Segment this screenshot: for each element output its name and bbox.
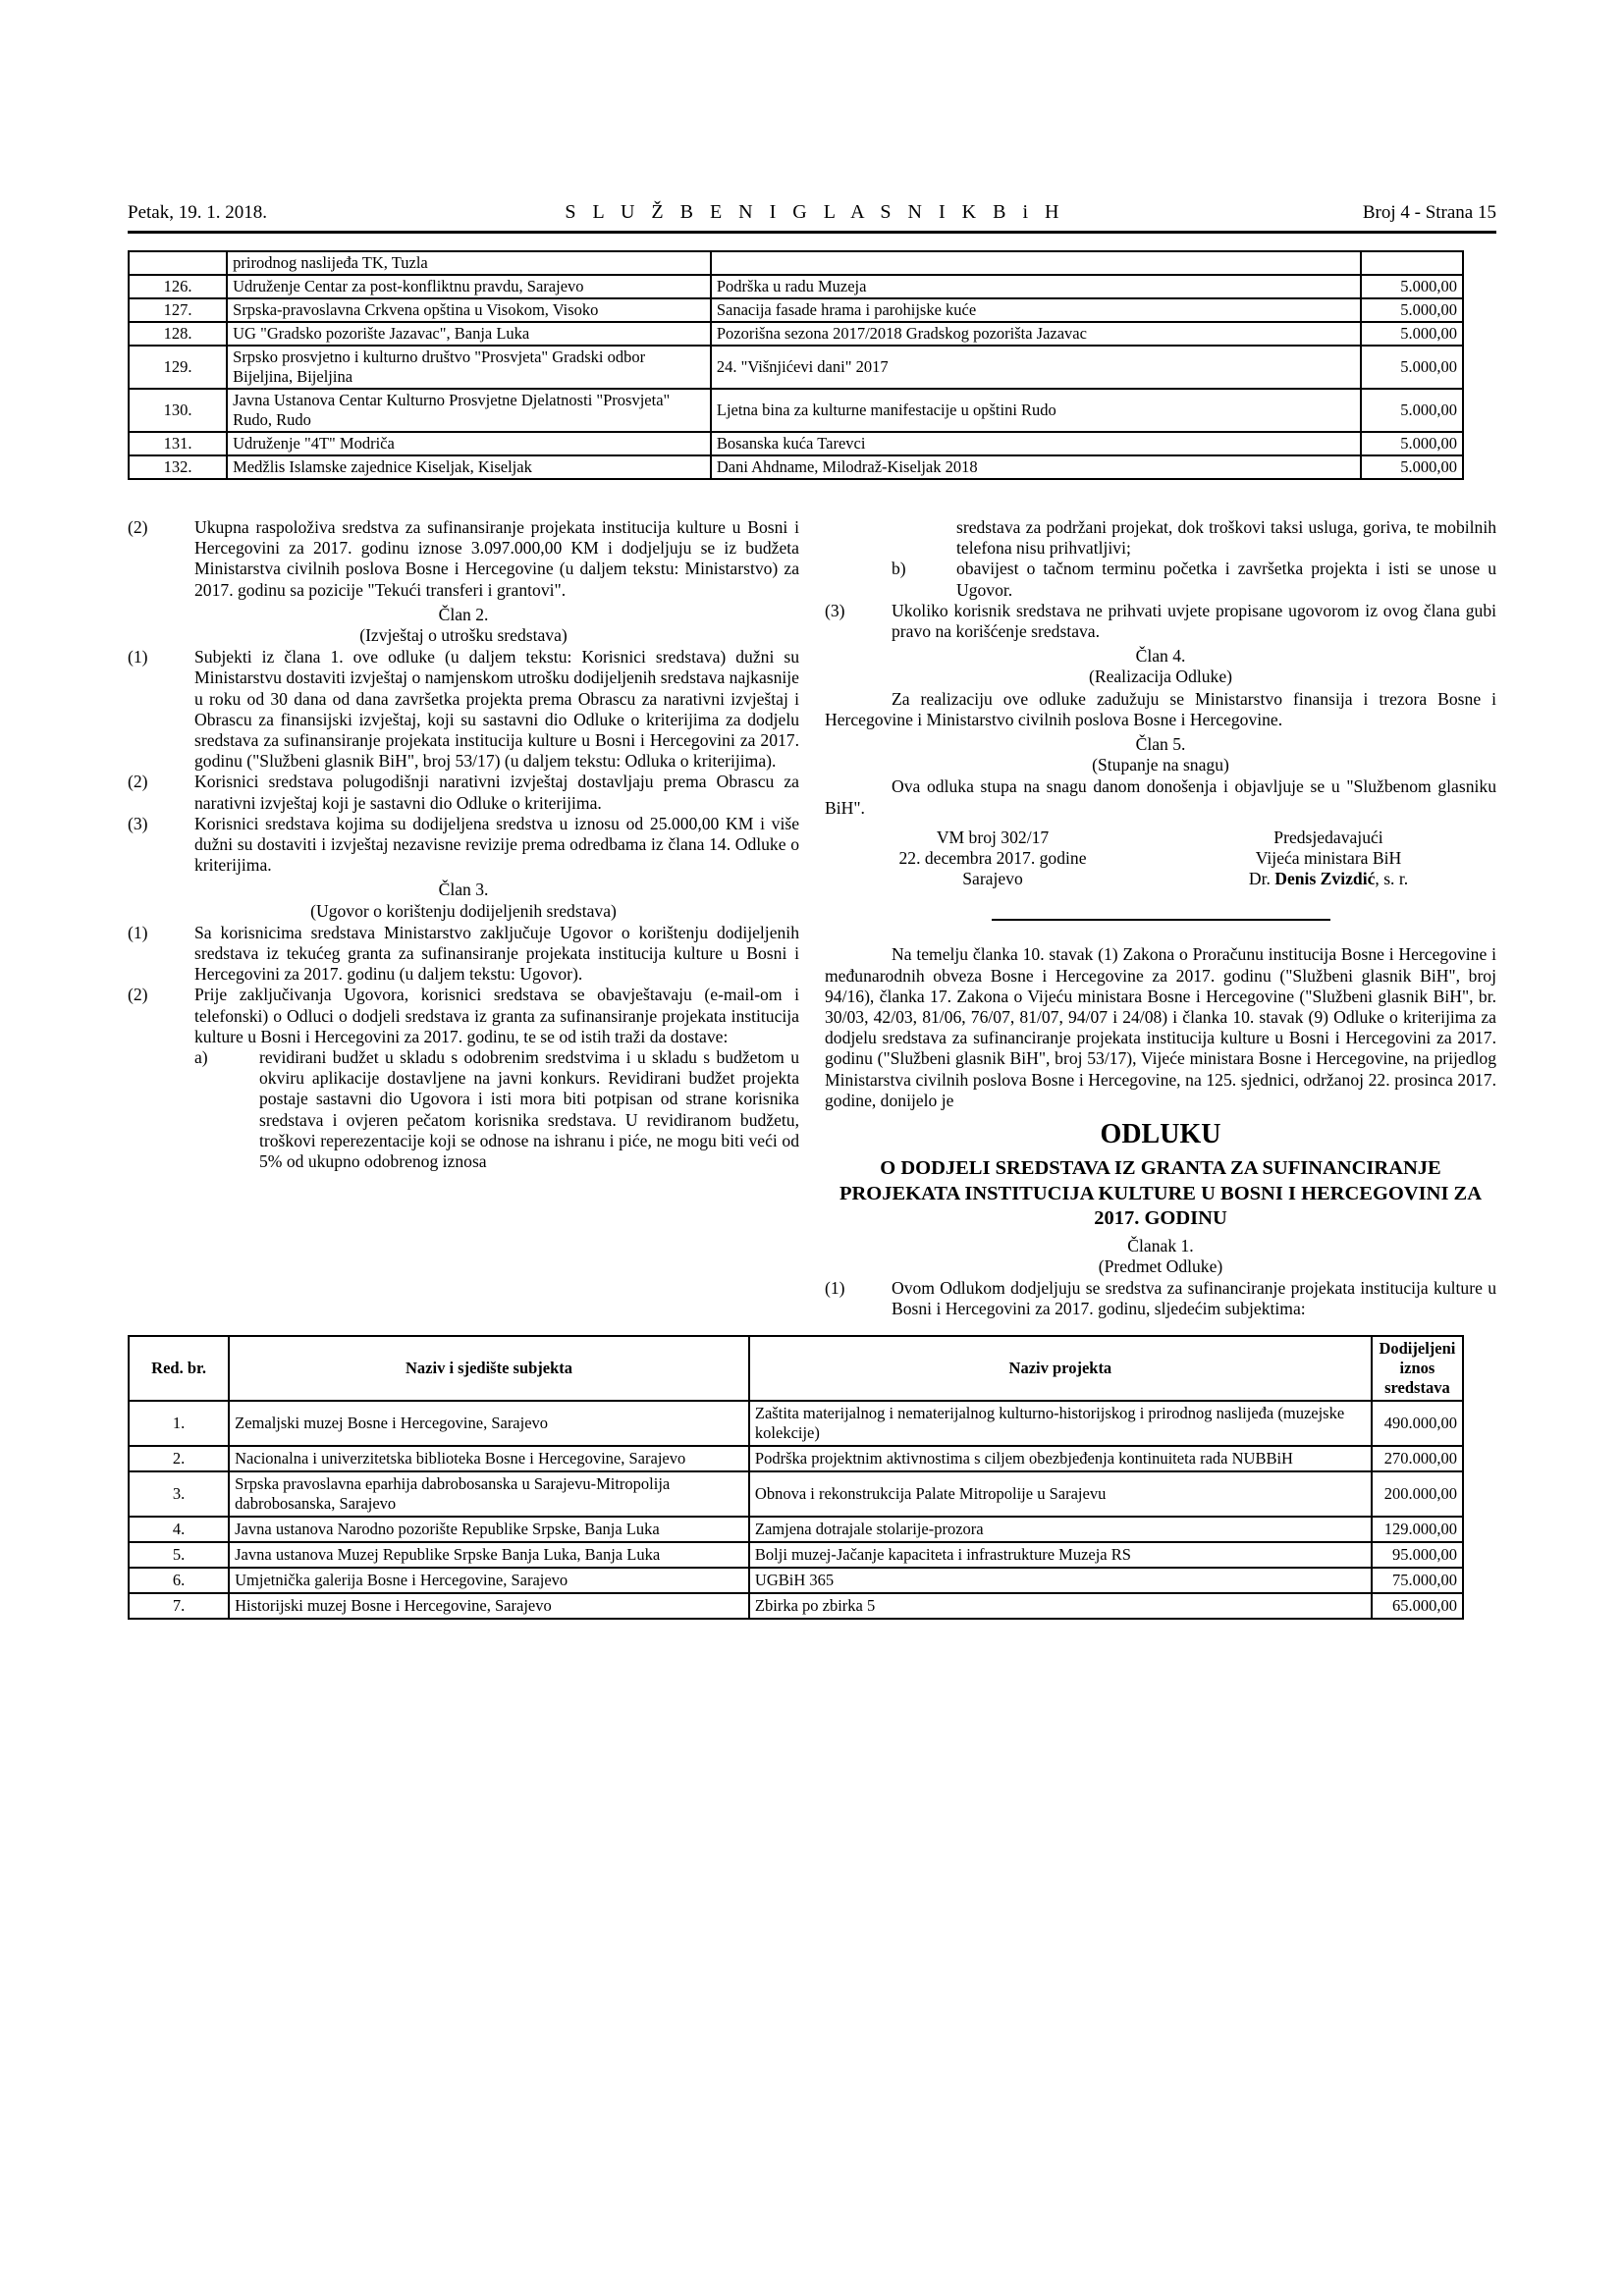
list-item-continuation: sredstava za podržani projekat, dok troškovi taksi usluga, goriva, te mobilnih telefona nisu prihvatljivi; [956,517,1496,559]
subject-name: prirodnog naslijeđa TK, Tuzla [227,251,711,275]
subject-name: Srpska-pravoslavna Crkvena opština u Visokom, Visoko [227,298,711,322]
amount: 5.000,00 [1361,322,1463,346]
list-item-label: b) [892,559,906,579]
table-row [129,455,1463,479]
table-header-row [129,1336,1463,1401]
header-date: Petak, 19. 1. 2018. [128,202,267,223]
paragraph [825,1278,1496,1319]
subject-name: Umjetnička galerija Bosne i Hercegovine, Sarajevo [229,1568,749,1593]
paragraph [128,814,799,877]
subject-name: Javna Ustanova Centar Kulturno Prosvjetne Djelatnosti "Prosvjeta" Rudo, Rudo [227,389,711,432]
column-header-amount: Dodijeljeni iznos sredstava [1372,1336,1463,1401]
subject-name: Medžlis Islamske zajednice Kiseljak, Kiseljak [227,455,711,479]
paragraph-label: (1) [128,922,148,942]
paragraph-label: (3) [825,600,845,620]
signature-left [825,828,1161,890]
project-name: Podrška u radu Muzeja [711,275,1361,298]
project-name: UGBiH 365 [749,1568,1372,1593]
paragraph-label: (2) [128,772,148,792]
paragraph [128,517,799,601]
article-heading: Član 2. [438,604,489,624]
amount: 129.000,00 [1372,1517,1463,1542]
paragraph-label: (3) [128,813,148,833]
row-number: 2. [129,1446,229,1471]
signature-right [1161,828,1496,890]
decision-number: VM broj 302/17 [936,827,1050,847]
table-row [129,1401,1463,1446]
column-header-project: Naziv projekta [749,1336,1372,1401]
row-number: 1. [129,1401,229,1446]
article-heading: Članak 1. [1127,1235,1194,1255]
project-name: Podrška projektnim aktivnostima s ciljem obezbjeđenja kontinuiteta rada NUBBiH [749,1446,1372,1471]
table-row [129,322,1463,346]
amount: 490.000,00 [1372,1401,1463,1446]
row-number: 130. [129,389,227,432]
amount: 95.000,00 [1372,1542,1463,1568]
list-item [194,1047,799,1172]
article-subheading: (Stupanje na snagu) [1092,755,1229,775]
paragraph [128,772,799,813]
project-name: Sanacija fasade hrama i parohijske kuće [711,298,1361,322]
table-row [129,1542,1463,1568]
row-number: 131. [129,432,227,455]
subject-name: Nacionalna i univerzitetska biblioteka Bosne i Hercegovine, Sarajevo [229,1446,749,1471]
subject-name: Zemaljski muzej Bosne i Hercegovine, Sarajevo [229,1401,749,1446]
column-header-number: Red. br. [129,1336,229,1401]
list-item [892,559,1496,600]
table-row [129,1568,1463,1593]
row-number: 128. [129,322,227,346]
amount: 5.000,00 [1361,389,1463,432]
preamble-text: Na temelju članka 10. stavak (1) Zakona o Proračunu institucija Bosne i Hercegovine i međunarodnih obveza Bosne i Hercegovine za 2017. godinu ("Službeni glasnik BiH", broj 94/16), članka 17. Zakona o Vijeću ministara Bosne i Hercegovine ("Službeni glasnik BiH", br. 30/03, 42/03, 81/06, 76/07, 81/07, 94/07 i 24/08) i članka 10. stavak (9) Odluke o kriterijima za dodjelu sredstava za sufinanciranje projekata institucija kulture u Bosni i Hercegovini za 2017. godinu ("Službeni glasnik BiH", broj 53/17), Vijeće ministara Bosne i Hercegovine, na prijedlog Ministarstva civilnih poslova Bosne i Hercegovine, na 125. sjednici, održanoj 22. prosinca 2017. godine, donijelo je [825,944,1496,1110]
header-rule [128,231,1496,234]
row-number: 7. [129,1593,229,1619]
project-name: Ljetna bina za kulturne manifestacije u opštini Rudo [711,389,1361,432]
section-divider [992,919,1330,921]
table-row [129,1517,1463,1542]
table-row [129,389,1463,432]
amount: 75.000,00 [1372,1568,1463,1593]
article-heading: Član 5. [1135,734,1186,755]
signatory-institution: Vijeća ministara BiH [1255,848,1402,869]
paragraph-text: Ovom Odlukom dodjeljuju se sredstva za sufinanciranje projekata institucija kulture u Bosni i Hercegovini za 2017. godinu, sljedećim subjektima: [892,1277,1496,1319]
table-row [129,346,1463,389]
list-item-text: revidirani budžet u skladu s odobrenim sredstvima i u skladu s budžetom u okviru aplikacije dostavljene na javni konkurs. Revidirani budžet projekta postaje sastavni dio Ugovora i isti mora biti potpisan od strane korisnika sredstava i ovjeren pečatom korisnika sredstava. U revidiranom budžetu, troškovi reperezentacije koji se odnose na ishranu i piće, ne mogu biti veći od 5% od ukupno odobrenog iznosa [259,1047,799,1172]
row-number: 4. [129,1517,229,1542]
amount: 5.000,00 [1361,275,1463,298]
project-name [711,251,1361,275]
paragraph-text: Ukoliko korisnik sredstava ne prihvati uvjete propisane ugovorom iz ovog člana gubi pravo na korišćenje sredstava. [892,600,1496,642]
article-subheading: (Predmet Odluke) [1098,1255,1223,1276]
two-column-body [128,517,1496,1319]
decision-place: Sarajevo [962,869,1023,889]
table-row [129,1471,1463,1517]
grants-table-main [128,1335,1464,1620]
amount [1361,251,1463,275]
signatory-name-line [1161,869,1496,889]
paragraph-text: Subjekti iz člana 1. ove odluke (u daljem tekstu: Korisnici sredstava) dužni su Ministarstvu dostaviti izvještaj o namjenskom utrošku dodijeljenih sredstava najkasnije u roku od 30 dana od dana završetka projekta prema Obrascu za narativni izvještaj i Obrascu za finansijski izvještaj, koji su sastavni dio Odluke o kriterijima za dodjelu sredstava za sufinansiranje projekata institucija kulture u Bosni i Hercegovini za 2017. godinu ("Službeni glasnik BiH", broj 53/17) (u daljem tekstu: Odluka o kriterijima). [194,647,799,772]
table-row [129,1446,1463,1471]
row-number: 132. [129,455,227,479]
subject-name: Javna ustanova Muzej Republike Srpske Banja Luka, Banja Luka [229,1542,749,1568]
project-name: Bolji muzej-Jačanje kapaciteta i infrastrukture Muzeja RS [749,1542,1372,1568]
subject-name: Srpska pravoslavna eparhija dabrobosanska u Sarajevu-Mitropolija dabrobosanska, Sarajevo [229,1471,749,1517]
table-row [129,275,1463,298]
paragraph-label: (2) [128,517,148,537]
project-name: 24. "Višnjićevi dani" 2017 [711,346,1361,389]
paragraph [128,647,799,772]
row-number: 126. [129,275,227,298]
header-issue-page: Broj 4 - Strana 15 [1362,202,1496,223]
row-number: 6. [129,1568,229,1593]
project-name: Pozorišna sezona 2017/2018 Gradskog pozorišta Jazavac [711,322,1361,346]
paragraph-text: Ukupna raspoloživa sredstva za sufinansiranje projekata institucija kulture u Bosni i Hercegovini za 2017. godinu iznose 3.097.000,00 KM i dodjeljuju se iz budžeta Ministarstva civilnih poslova Bosne i Hercegovine (u daljem tekstu: Ministarstvo) za 2017. godinu sa pozicije "Tekući transferi i grantovi". [194,517,799,600]
signatory-title: Dr. [1248,869,1275,889]
list-item-text: obavijest o tačnom terminu početka i završetka projekta i isti se unose u Ugovor. [956,559,1496,600]
project-name: Obnova i rekonstrukcija Palate Mitropolije u Sarajevu [749,1471,1372,1517]
project-name: Bosanska kuća Tarevci [711,432,1361,455]
article-subheading: (Realizacija Odluke) [1088,667,1233,687]
paragraph-text: Prije zaključivanja Ugovora, korisnici sredstava se obavještavaju (e-mail-om i telefonski) o Odluci o dodjeli sredstava iz granta za sufinansiranje projekata institucija kulture u Bosni i Hercegovini za 2017. godinu, te se od istih traži da dostave: [194,985,799,1046]
row-number: 5. [129,1542,229,1568]
subject-name: Javna ustanova Narodno pozorište Republike Srpske, Banja Luka [229,1517,749,1542]
paragraph-label: (1) [128,647,148,667]
amount: 5.000,00 [1361,346,1463,389]
decision-date: 22. decembra 2017. godine [898,848,1087,869]
article-heading: Član 3. [438,880,489,900]
article-subheading: (Izvještaj o utrošku sredstava) [359,625,568,646]
paragraph-text: Korisnici sredstava polugodišnji narativni izvještaj dostavljaju prema Obrascu za narativni izvještaj koji je sastavni dio Odluke o kriterijima. [194,772,799,813]
row-number: 129. [129,346,227,389]
page-header [128,0,1496,224]
subject-name: UG "Gradsko pozorište Jazavac", Banja Luka [227,322,711,346]
paragraph-text: Korisnici sredstava kojima su dodijeljena sredstva u iznosu od 25.000,00 KM i više dužni su dostaviti i izvještaj nezavisne revizije prema odredbama iz člana 14. Odluke o kriterijima. [194,813,799,876]
table-row [129,298,1463,322]
decision-subtitle: O DODJELI SREDSTAVA IZ GRANTA ZA SUFINANCIRANJE PROJEKATA INSTITUCIJA KULTURE U BOSNI I HERCEGOVINI ZA 2017. GODINU [839,1157,1483,1230]
paragraph-label: (1) [825,1277,845,1298]
table-row [129,251,1463,275]
page-title: S L U Ž B E N I G L A S N I K B i H [565,201,1065,223]
paragraph-text: Za realizaciju ove odluke zadužuju se Ministarstvo finansija i trezora Bosne i Hercegovine i Ministarstvo civilnih poslova Bosne i Hercegovine. [825,688,1496,729]
decision-title: ODLUKU [1100,1119,1221,1150]
amount: 270.000,00 [1372,1446,1463,1471]
article-heading: Član 4. [1135,646,1186,667]
row-number: 3. [129,1471,229,1517]
paragraph-text: Ova odluka stupa na snagu danom donošenja i objavljuje se u "Službenom glasniku BiH". [825,776,1496,818]
grants-table-continuation [128,250,1464,480]
subject-name: Historijski muzej Bosne i Hercegovine, Sarajevo [229,1593,749,1619]
paragraph-label: (2) [128,985,148,1005]
signatory-role: Predsjedavajući [1273,827,1383,847]
paragraph-text: Sa korisnicima sredstava Ministarstvo zaključuje Ugovor o korištenju dodijeljenih sredstava iz tekućeg granta za sufinansiranje projekata institucija kulture u Bosni i Hercegovini za 2017. godinu (u daljem tekstu: Ugovor). [194,922,799,985]
right-column [825,517,1496,1319]
signatory-name: Denis Zvizdić [1274,869,1376,889]
amount: 5.000,00 [1361,298,1463,322]
amount: 65.000,00 [1372,1593,1463,1619]
row-number: 127. [129,298,227,322]
project-name: Zaštita materijalnog i nematerijalnog kulturno-historijskog i prirodnog naslijeđa (muzejske kolekcije) [749,1401,1372,1446]
subject-name: Udruženje "4T" Modriča [227,432,711,455]
column-header-subject: Naziv i sjedište subjekta [229,1336,749,1401]
left-column [128,517,799,1319]
amount: 5.000,00 [1361,455,1463,479]
subject-name: Udruženje Centar za post-konfliktnu pravdu, Sarajevo [227,275,711,298]
table-row [129,432,1463,455]
table-row [129,1593,1463,1619]
subject-name: Srpsko prosvjetno i kulturno društvo "Prosvjeta" Gradski odbor Bijeljina, Bijeljina [227,346,711,389]
signatory-suffix: , s. r. [1375,869,1409,889]
signature-block [825,828,1496,890]
paragraph [825,601,1496,642]
project-name: Zamjena dotrajale stolarije-prozora [749,1517,1372,1542]
list-item-label: a) [194,1047,208,1068]
paragraph [128,923,799,986]
amount: 5.000,00 [1361,432,1463,455]
project-name: Dani Ahdname, Milodraž-Kiseljak 2018 [711,455,1361,479]
project-name: Zbirka po zbirka 5 [749,1593,1372,1619]
article-subheading: (Ugovor o korištenju dodijeljenih sredstava) [310,900,617,921]
amount: 200.000,00 [1372,1471,1463,1517]
row-number [129,251,227,275]
paragraph [128,985,799,1047]
